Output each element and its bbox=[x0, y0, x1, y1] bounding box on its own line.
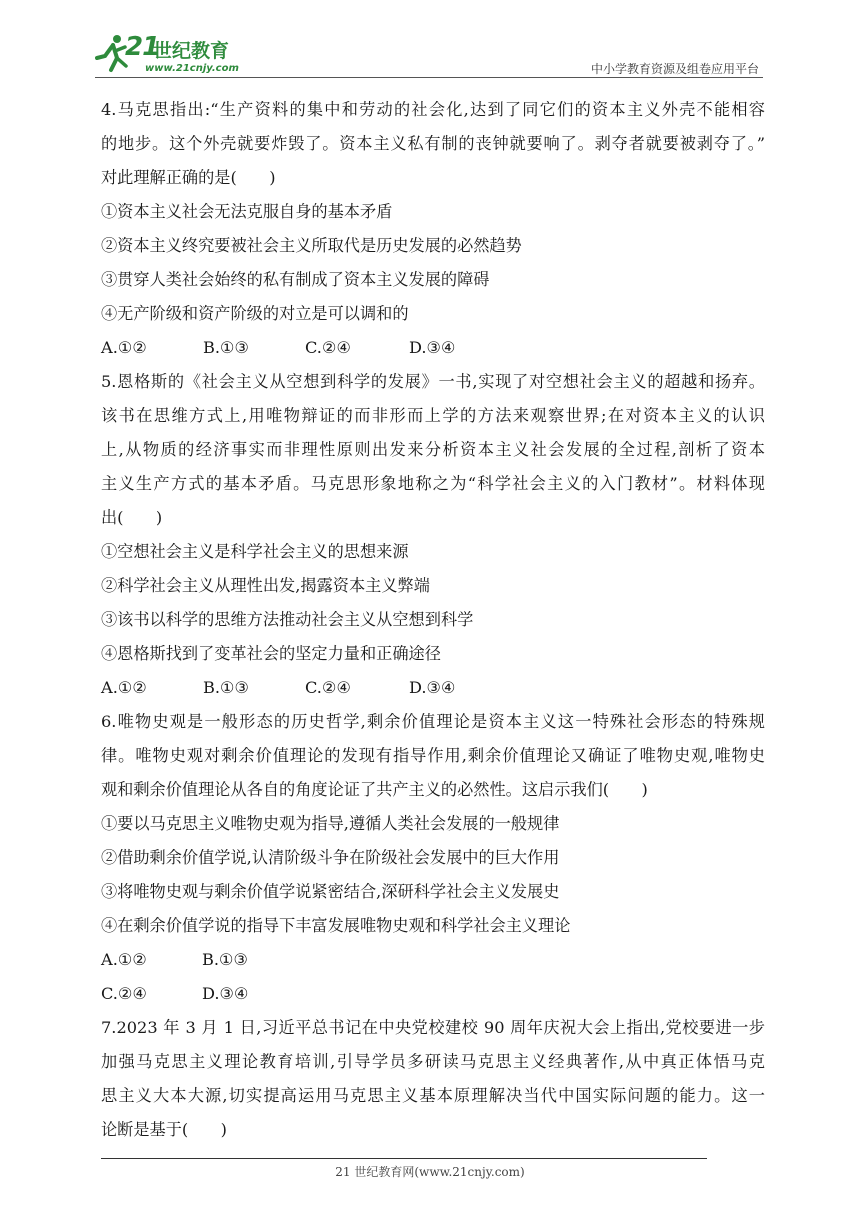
question-6 bbox=[101, 705, 765, 1011]
logo-number: 21 bbox=[125, 32, 160, 62]
page-footer: 21 世纪教育网(www.21cnjy.com) bbox=[335, 1165, 525, 1179]
statement-item: ①要以马克思主义唯物史观为指导,遵循人类社会发展的一般规律 bbox=[101, 814, 560, 833]
statement-item: ④在剩余价值学说的指导下丰富发展唯物史观和科学社会主义理论 bbox=[101, 916, 571, 935]
question-stem-line: 5.恩格斯的《社会主义从空想到科学的发展》一书,实现了对空想社会主义的超越和扬弃。 bbox=[101, 372, 765, 391]
question-stem-line: 6.唯物史观是一般形态的历史哲学,剩余价值理论是资本主义这一特殊社会形态的特殊规 bbox=[101, 712, 765, 731]
option-c[interactable]: C.②④ bbox=[305, 338, 351, 357]
question-stem-line: 的地步。这个外壳就要炸毁了。资本主义私有制的丧钟就要响了。剥夺者就要被剥夺了。” bbox=[101, 134, 765, 153]
question-stem-line: 上,从物质的经济事实而非理性原则出发来分析资本主义社会发展的全过程,剖析了资本 bbox=[101, 440, 765, 459]
footer-divider bbox=[101, 1158, 707, 1159]
question-stem-line: 律。唯物史观对剩余价值理论的发现有指导作用,剩余价值理论又确证了唯物史观,唯物史 bbox=[101, 746, 765, 765]
statement-item: ②借助剩余价值学说,认清阶级斗争在阶级社会发展中的巨大作用 bbox=[101, 848, 560, 867]
option-d[interactable]: D.③④ bbox=[202, 984, 249, 1003]
runner-icon bbox=[95, 34, 129, 74]
statement-item: ②科学社会主义从理性出发,揭露资本主义弊端 bbox=[101, 576, 430, 595]
page-header bbox=[95, 30, 763, 80]
statement-item: ①空想社会主义是科学社会主义的思想来源 bbox=[101, 542, 409, 561]
question-stem-line: 加强马克思主义理论教育培训,引导学员多研读马克思主义经典著作,从中真正体悟马克 bbox=[101, 1052, 765, 1071]
logo-text: 世纪教育 bbox=[153, 40, 230, 62]
question-stem-line: 论断是基于( ) bbox=[101, 1120, 227, 1139]
question-4 bbox=[101, 93, 765, 365]
option-d[interactable]: D.③④ bbox=[409, 678, 456, 697]
option-c[interactable]: C.②④ bbox=[305, 678, 351, 697]
answer-options bbox=[101, 671, 765, 705]
question-5 bbox=[101, 365, 765, 705]
statement-item: ①资本主义社会无法克服自身的基本矛盾 bbox=[101, 202, 393, 221]
platform-title: 中小学教育资源及组卷应用平台 bbox=[590, 62, 759, 76]
option-b[interactable]: B.①③ bbox=[202, 950, 249, 969]
option-b[interactable]: B.①③ bbox=[203, 678, 250, 697]
statement-item: ③贯穿人类社会始终的私有制成了资本主义发展的障碍 bbox=[101, 270, 490, 289]
option-c[interactable]: C.②④ bbox=[101, 984, 147, 1003]
statement-item: ②资本主义终究要被社会主义所取代是历史发展的必然趋势 bbox=[101, 236, 522, 255]
question-stem-line: 思主义大本大源,切实提高运用马克思主义基本原理解决当代中国实际问题的能力。这一 bbox=[101, 1086, 765, 1105]
question-stem-line: 该书在思维方式上,用唯物辩证的而非形而上学的方法来观察世界;在对资本主义的认识 bbox=[101, 406, 765, 425]
answer-options bbox=[101, 331, 765, 365]
question-stem-line: 出( ) bbox=[101, 508, 163, 527]
option-b[interactable]: B.①③ bbox=[203, 338, 250, 357]
statement-item: ④恩格斯找到了变革社会的坚定力量和正确途径 bbox=[101, 644, 441, 663]
question-stem-line: 观和剩余价值理论从各自的角度论证了共产主义的必然性。这启示我们( ) bbox=[101, 780, 648, 799]
question-stem-line: 7.2023 年 3 月 1 日,习近平总书记在中央党校建校 90 周年庆祝大会上指出,党校要进一步 bbox=[101, 1018, 765, 1037]
question-stem-line: 对此理解正确的是( ) bbox=[101, 168, 276, 187]
statement-item: ④无产阶级和资产阶级的对立是可以调和的 bbox=[101, 304, 409, 323]
question-7 bbox=[101, 1011, 765, 1147]
option-a[interactable]: A.①② bbox=[101, 678, 147, 697]
option-a[interactable]: A.①② bbox=[101, 950, 147, 969]
logo-url: www.21cnjy.com bbox=[145, 63, 239, 74]
question-stem-line: 4.马克思指出:“生产资料的集中和劳动的社会化,达到了同它们的资本主义外壳不能相容 bbox=[101, 100, 765, 119]
document-body bbox=[101, 93, 765, 1147]
statement-item: ③将唯物史观与剩余价值学说紧密结合,深研科学社会主义发展史 bbox=[101, 882, 560, 901]
answer-options-row-2 bbox=[101, 977, 765, 1011]
header-divider bbox=[95, 77, 763, 78]
answer-options-row-1 bbox=[101, 943, 765, 977]
question-stem-line: 主义生产方式的基本矛盾。马克思形象地称之为“科学社会主义的入门教材”。材料体现 bbox=[101, 474, 765, 493]
site-logo[interactable] bbox=[95, 30, 265, 78]
statement-item: ③该书以科学的思维方法推动社会主义从空想到科学 bbox=[101, 610, 474, 629]
option-d[interactable]: D.③④ bbox=[409, 338, 456, 357]
option-a[interactable]: A.①② bbox=[101, 338, 147, 357]
